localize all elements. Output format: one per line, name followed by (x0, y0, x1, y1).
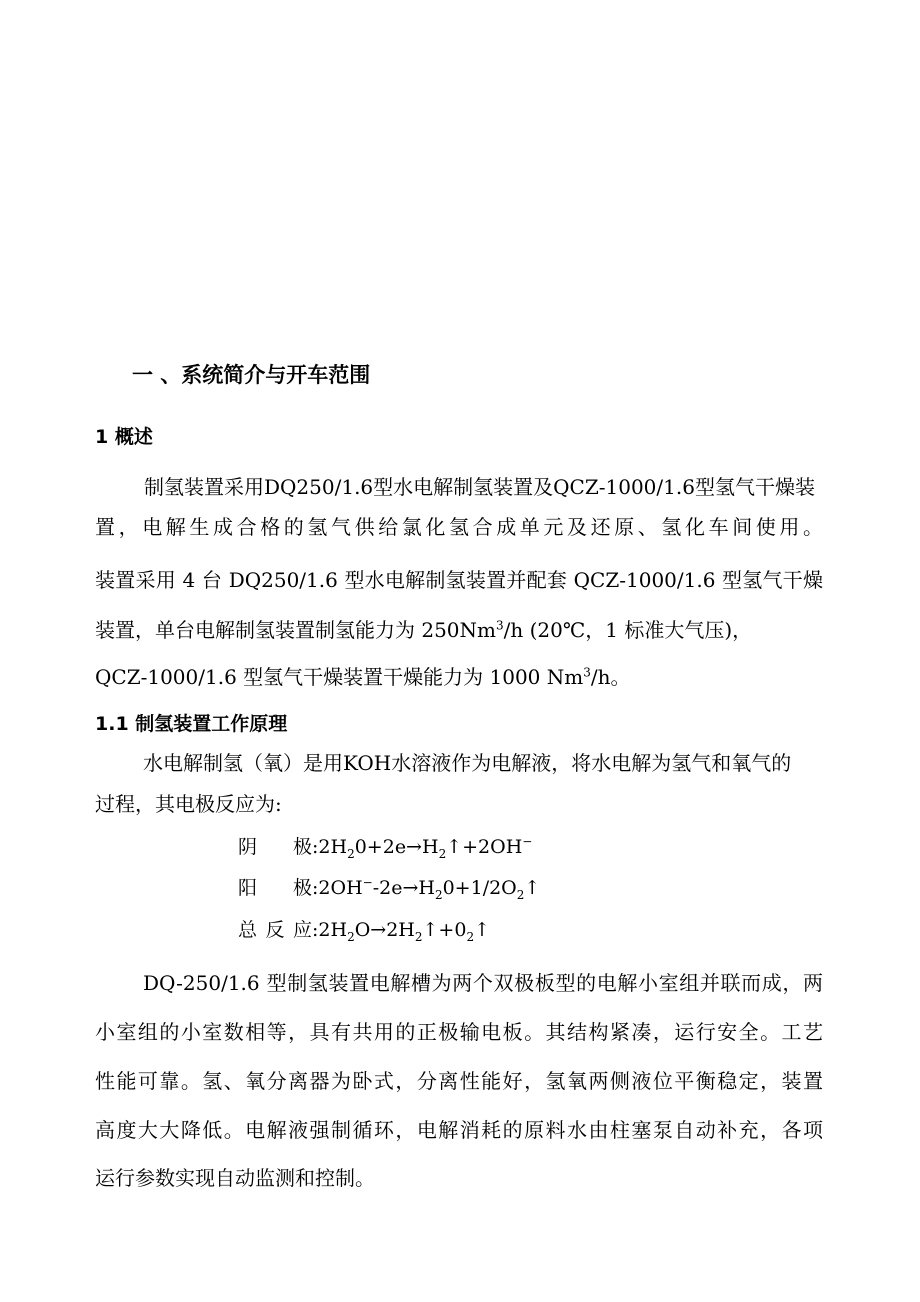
eq-part: -2e→H (372, 877, 435, 899)
superscript: − (362, 875, 373, 890)
colon: : (312, 877, 319, 899)
eq-part: 2OH (318, 877, 363, 899)
colon: : (312, 919, 319, 941)
para4-line5: 运行参数实现自动监测和控制。 (95, 1166, 375, 1190)
para2-line2-a: 装置，单台电解制氢装置制氢能力为 250Nm (95, 618, 496, 642)
equation-total (238, 917, 490, 943)
eq-part: 0+2e→H (354, 836, 439, 858)
equation-anode (238, 875, 540, 901)
eq-part: ↑ (474, 919, 491, 941)
para2-line3-b: /h。 (590, 665, 631, 689)
eq-part: ↑ (524, 877, 541, 899)
equation-cathode (238, 834, 532, 860)
eq-part: O→2H (354, 919, 415, 941)
eq-part: ↑+0 (422, 919, 467, 941)
para4-line3: 性能可靠。氢、氧分离器为卧式，分离性能好，氢氧两侧液位平衡稳定，装置 (95, 1069, 823, 1093)
para2-line3 (95, 664, 631, 690)
superscript: 3 (583, 665, 591, 680)
equation-label: 总反应 (238, 919, 312, 941)
subscript: 2 (438, 846, 447, 861)
para2-line1: 装置采用 4 台 DQ250/1.6 型水电解制氢装置并配套 QCZ-1000/1.6 型氢气干燥 (95, 568, 823, 592)
eq-part: 2H (318, 836, 348, 858)
para2-line3-a: QCZ-1000/1.6 型氢气干燥装置干燥能力为 1000 Nm (95, 665, 584, 689)
subscript: 2 (347, 929, 355, 944)
subscript: 2 (466, 929, 475, 944)
eq-part: 0+1/2O (442, 877, 517, 899)
superscript: − (522, 834, 533, 849)
para3-line2: 过程，其电极反应为: (95, 792, 282, 816)
section-title: 一 、系统简介与开车范围 (132, 363, 371, 387)
para4-line4: 高度大大降低。电解液强制循环，电解消耗的原料水由柱塞泵自动补充，各项 (95, 1118, 823, 1142)
principle-heading: 1.1 制氢装置工作原理 (95, 713, 288, 735)
equation-label: 阴 极 (238, 836, 312, 858)
para4-line1: DQ-250/1.6 型制氢装置电解槽为两个双极板型的电解小室组并联而成，两 (143, 971, 823, 995)
eq-part: 2H (318, 919, 348, 941)
eq-part: ↑+2OH (446, 836, 523, 858)
superscript: 3 (496, 618, 504, 633)
equation-label: 阳 极 (238, 877, 312, 899)
para1-line1: 制氢装置采用DQ250/1.6型水电解制氢装置及QCZ-1000/1.6型氢气干燥装 (144, 475, 815, 499)
para2-line2 (95, 617, 752, 643)
para2-line2-b: /h (20℃，1 标准大气压)， (503, 618, 753, 642)
colon: : (312, 836, 319, 858)
para3-line1: 水电解制氢（氧）是用KOH水溶液作为电解液，将水电解为氢气和氧气的 (143, 751, 792, 775)
subscript: 2 (434, 887, 443, 902)
overview-heading: 1 概述 (95, 426, 153, 448)
para4-line2: 小室组的小室数相等，具有共用的正极输电板。其结构紧凑，运行安全。工艺 (95, 1020, 823, 1044)
subscript: 2 (414, 929, 423, 944)
subscript: 2 (516, 887, 525, 902)
subscript: 2 (347, 846, 355, 861)
para1-line2: 置，电解生成合格的氢气供给氯化氢合成单元及还原、氢化车间使用。 (95, 515, 823, 539)
